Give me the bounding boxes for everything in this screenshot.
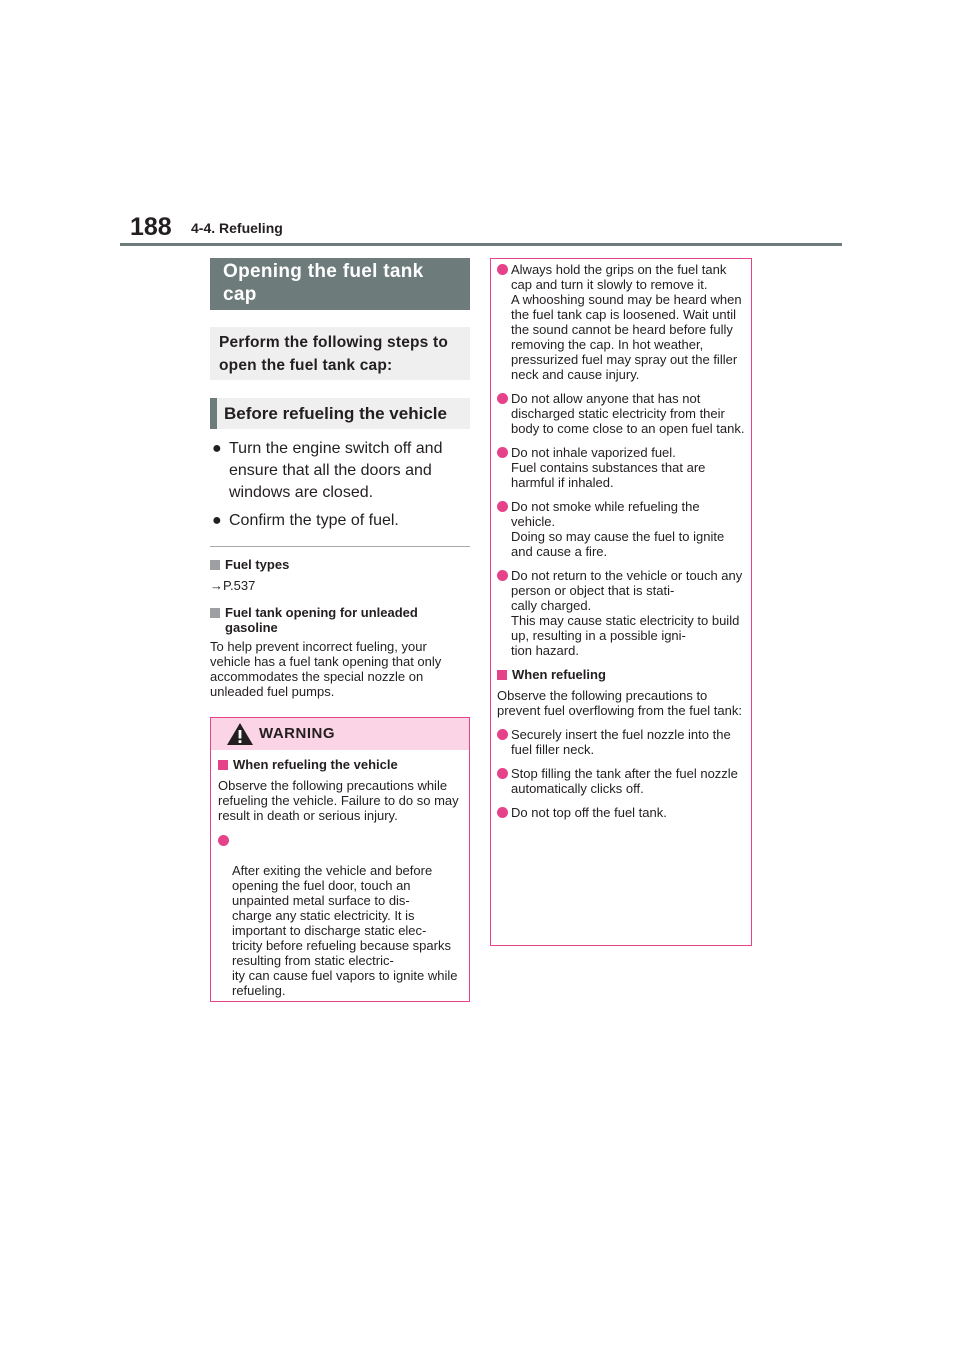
note-heading-fuel-types: Fuel types — [210, 557, 470, 572]
circle-bullet-icon — [497, 501, 508, 512]
circle-bullet-icon — [497, 570, 508, 581]
intro-text: Perform the following steps to open the fuel tank cap: — [210, 327, 470, 380]
square-bullet-icon — [497, 670, 507, 680]
step-list — [210, 438, 470, 532]
circle-bullet-icon — [218, 835, 229, 846]
list-item: ● Turn the engine switch off and ensure that all the doors and windows are closed. — [212, 440, 443, 501]
refueling-heading: When refueling — [497, 667, 745, 682]
page-number: 188 — [130, 213, 172, 241]
warning-label: WARNING — [259, 725, 335, 742]
circle-bullet-icon — [497, 447, 508, 458]
bullet-icon: ● — [212, 440, 222, 457]
list-item: Do not smoke while refueling the vehicle. Doing so may cause the fuel to ignite and cause a fire. — [497, 499, 745, 559]
list-item: ● Confirm the type of fuel. — [210, 510, 470, 532]
circle-bullet-icon — [497, 393, 508, 404]
list-item: Stop filling the tank after the fuel nozzle automatically clicks off. — [497, 766, 745, 796]
list-item: Do not inhale vaporized fuel. Fuel contains substances that are harmful if inhaled. — [497, 445, 745, 490]
warning-text: Observe the following precautions while refueling the vehicle. Failure to do so may result in death or serious injury. — [218, 778, 459, 823]
main-column — [210, 258, 470, 699]
page-reference: →P.537 — [210, 578, 256, 593]
circle-bullet-icon — [497, 729, 508, 740]
warning-header — [211, 718, 469, 750]
warning-heading: When refueling the vehicle — [218, 757, 462, 772]
note-text-opening: To help prevent incorrect fueling, your vehicle has a fuel tank opening that only accommodates the special nozzle on unleaded fuel pumps. — [210, 639, 442, 699]
list-item: After exiting the vehicle and before opening the fuel door, touch an unpainted metal surface to dis- charge any static electricity. It is important to discharge static elec- tricity before refueling because sparks resulting from static electric- ity can cause fuel vapors to ignite while refueling. — [218, 833, 462, 998]
warning-box — [210, 717, 470, 1002]
warning-triangle-icon — [226, 722, 254, 746]
circle-bullet-icon — [497, 264, 508, 275]
refueling-text: Observe the following precautions to prevent fuel overflowing from the fuel tank: — [497, 688, 742, 718]
circle-bullet-icon — [497, 768, 508, 779]
square-bullet-icon — [210, 560, 220, 570]
warning-continued-box — [490, 258, 752, 946]
square-bullet-icon — [218, 760, 228, 770]
list-item: Do not allow anyone that has not discharged static electricity from their body to come close to an open fuel tank. — [497, 391, 745, 436]
list-item: Securely insert the fuel nozzle into the fuel filler neck. — [497, 727, 745, 757]
bullet-icon: ● — [212, 512, 222, 529]
list-item: Always hold the grips on the fuel tank cap and turn it slowly to remove it. A whooshing sound may be heard when the fuel tank cap is loosened. Wait until the sound cannot be heard before fully removing the cap. In hot weather, pressurized fuel may spray out the filler neck and cause injury. — [497, 262, 745, 382]
circle-bullet-icon — [497, 807, 508, 818]
note-heading-opening: Fuel tank opening for unleaded gasoline — [210, 605, 470, 635]
subheading: Before refueling the vehicle — [210, 398, 470, 429]
header-rule — [120, 243, 842, 246]
list-item: Do not return to the vehicle or touch any person or object that is stati- cally charged. This may cause static electricity to build up, resulting in a possible igni- tion hazard. — [497, 568, 745, 658]
section-title: Opening the fuel tank cap — [210, 258, 470, 310]
divider — [210, 546, 470, 547]
section-label: 4-4. Refueling — [191, 220, 283, 236]
square-bullet-icon — [210, 608, 220, 618]
list-item: Do not top off the fuel tank. — [497, 805, 745, 820]
